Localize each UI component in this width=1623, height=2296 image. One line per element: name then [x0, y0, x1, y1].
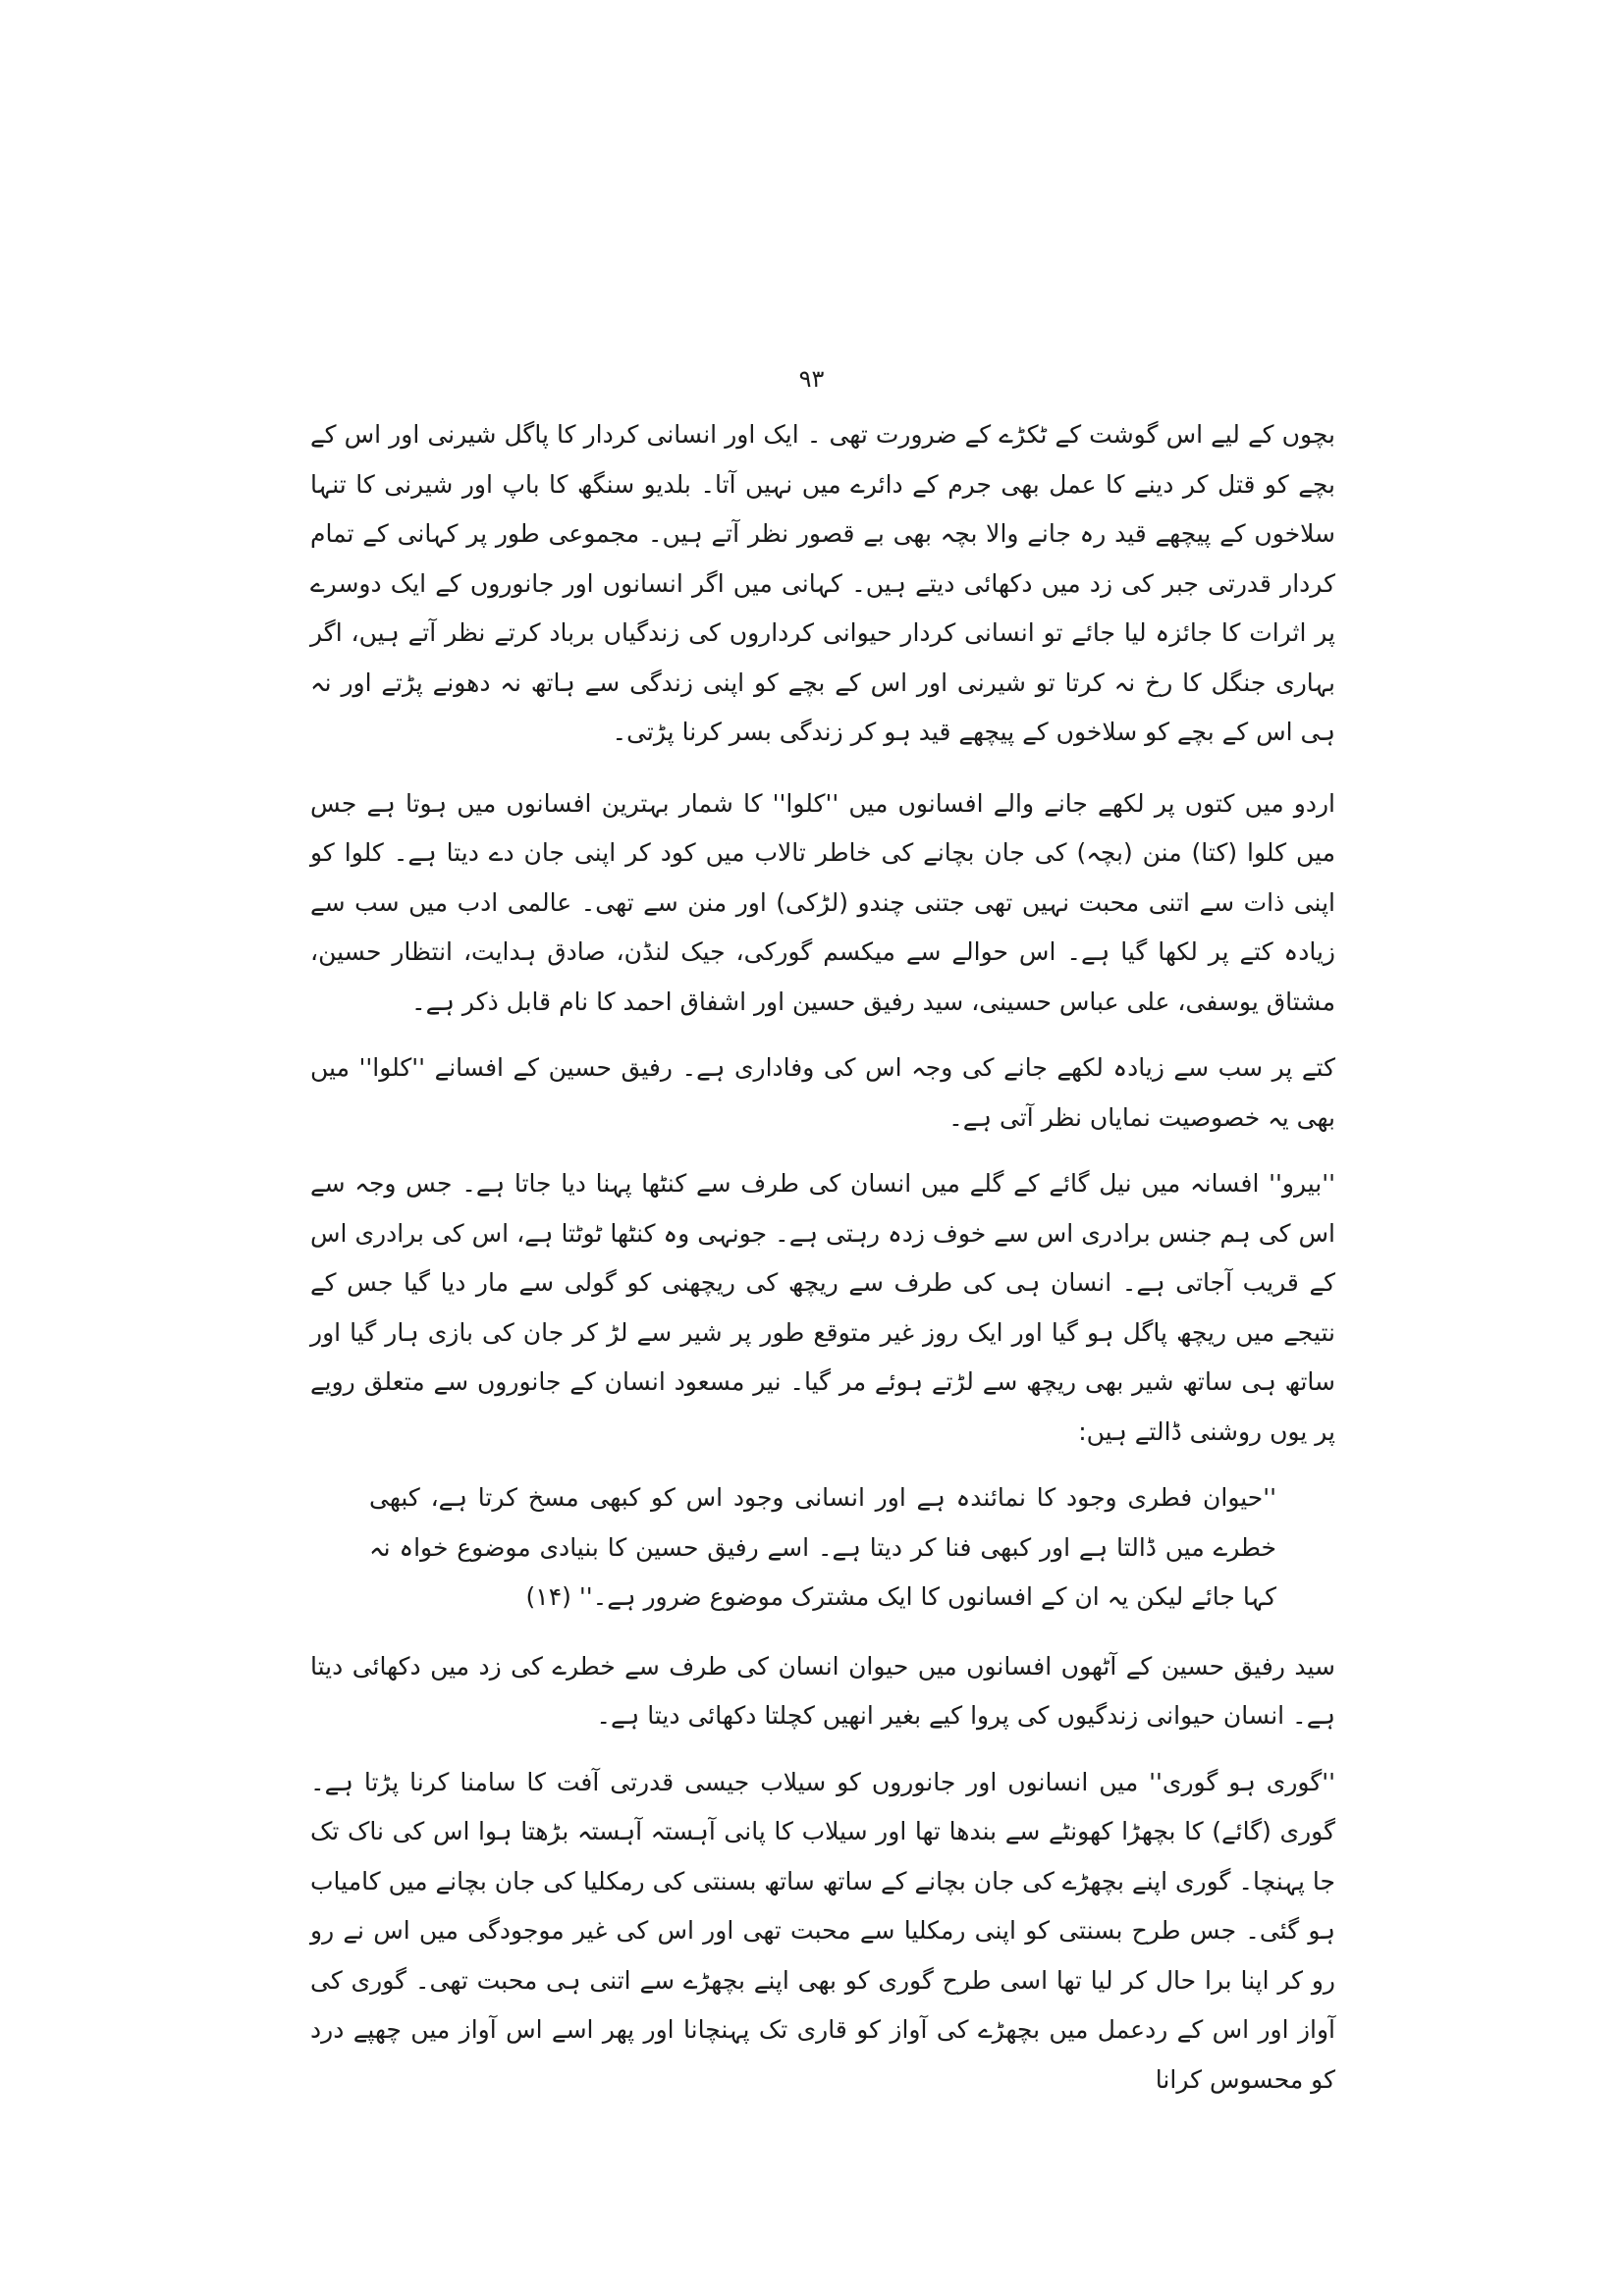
paragraph-3: کتے پر سب سے زیادہ لکھے جانے کی وجہ اس کی وفاداری ہے۔ رفیق حسین کے افسانے ''کلوا'' میں بھی یہ خصوصیت نمایاں نظر آتی ہے۔ — [310, 1053, 1335, 1132]
page-number: ۹۳ — [798, 365, 825, 393]
block-quote: ''حیوان فطری وجود کا نمائندہ ہے اور انسانی وجود اس کو کبھی مسخ کرتا ہے، کبھی خطرے میں ڈالتا ہے اور کبھی فنا کر دیتا ہے۔ اسے رفیق حسین کا بنیادی موضوع خواہ نہ کہا جائے لیکن یہ ان کے افسانوں کا ایک مشترک موضوع ضرور ہے۔'' (۱۴) — [369, 1483, 1276, 1611]
paragraph-6: ''گوری ہو گوری'' میں انسانوں اور جانوروں کو سیلاب جیسی قدرتی آفت کا سامنا کرنا پڑتا ہے۔ گوری (گائے) کا بچھڑا کھونٹے سے بندھا تھا اور سیلاب کا پانی آہستہ آہستہ بڑھتا ہوا اس کی ناک تک جا پہنچا۔ گوری اپنے بچھڑے کی جان بچانے کے ساتھ ساتھ بسنتی کی رمکلیا کی جان بچانے میں کامیاب ہو گئی۔ جس طرح بسنتی کو اپنی رمکلیا سے محبت تھی اور اس کی غیر موجودگی میں اس نے رو رو کر اپنا برا حال کر لیا تھا اسی طرح گوری کو بھی اپنے بچھڑے سے اتنی ہی محبت تھی۔ گوری کی آواز اور اس کے ردعمل میں بچھڑے کی آواز کو قاری تک پہنچانا اور پھر اسے اس آواز میں چھپے درد کو محسوس کرانا — [310, 1767, 1335, 2094]
paragraph-1: بچوں کے لیے اس گوشت کے ٹکڑے کے ضرورت تھی ۔ ایک اور انسانی کردار کا پاگل شیرنی اور اس کے بچے کو قتل کر دینے کا عمل بھی جرم کے دائرے میں نہیں آتا۔ بلدیو سنگھ کا باپ اور شیرنی کا تنہا سلاخوں کے پیچھے قید رہ جانے والا بچہ بھی بے قصور نظر آتے ہیں۔ مجموعی طور پر کہانی کے تمام کردار قدرتی جبر کی زد میں دکھائی دیتے ہیں۔ کہانی میں اگر انسانوں اور جانوروں کے ایک دوسرے پر اثرات کا جائزہ لیا جائے تو انسانی کردار حیوانی کرداروں کی زندگیاں برباد کرتے نظر آتے ہیں، اگر بہاری جنگل کا رخ نہ کرتا تو شیرنی اور اس کے بچے کو اپنی زندگی سے ہاتھ نہ دھونے پڑتے اور نہ ہی اس کے بچے کو سلاخوں کے پیچھے قید ہو کر زندگی بسر کرنا پڑتی۔ — [310, 420, 1335, 746]
body-text — [310, 410, 1335, 2121]
paragraph-4: ''بیرو'' افسانہ میں نیل گائے کے گلے میں انسان کی طرف سے کنٹھا پہنا دیا جاتا ہے۔ جس وجہ سے اس کی ہم جنس برادری اس سے خوف زدہ رہتی ہے۔ جونہی وہ کنٹھا ٹوٹتا ہے، اس کی برادری اس کے قریب آجاتی ہے۔ انسان ہی کی طرف سے ریچھ کی ریچھنی کو گولی سے مار دیا گیا جس کے نتیجے میں ریچھ پاگل ہو گیا اور ایک روز غیر متوقع طور پر شیر سے لڑ کر جان کی بازی ہار گیا اور ساتھ ہی ساتھ شیر بھی ریچھ سے لڑتے ہوئے مر گیا۔ نیر مسعود انسان کے جانوروں سے متعلق رویے پر یوں روشنی ڈالتے ہیں: — [310, 1169, 1335, 1446]
paragraph-2: اردو میں کتوں پر لکھے جانے والے افسانوں میں ''کلوا'' کا شمار بہترین افسانوں میں ہوتا ہے جس میں کلوا (کتا) منن (بچہ) کی جان بچانے کی خاطر تالاب میں کود کر اپنی جان دے دیتا ہے۔ کلوا کو اپنی ذات سے اتنی محبت نہیں تھی جتنی چندو (لڑکی) اور منن سے تھی۔ عالمی ادب میں سب سے زیادہ کتے پر لکھا گیا ہے۔ اس حوالے سے میکسم گورکی، جیک لنڈن، صادق ہدایت، انتظار حسین، مشتاق یوسفی، علی عباس حسینی، سید رفیق حسین اور اشفاق احمد کا نام قابل ذکر ہے۔ — [310, 788, 1335, 1016]
paragraph-5: سید رفیق حسین کے آٹھوں افسانوں میں حیوان انسان کی طرف سے خطرے کی زد میں دکھائی دیتا ہے۔ انسان حیوانی زندگیوں کی پروا کیے بغیر انھیں کچلتا دکھائی دیتا ہے۔ — [310, 1651, 1335, 1730]
